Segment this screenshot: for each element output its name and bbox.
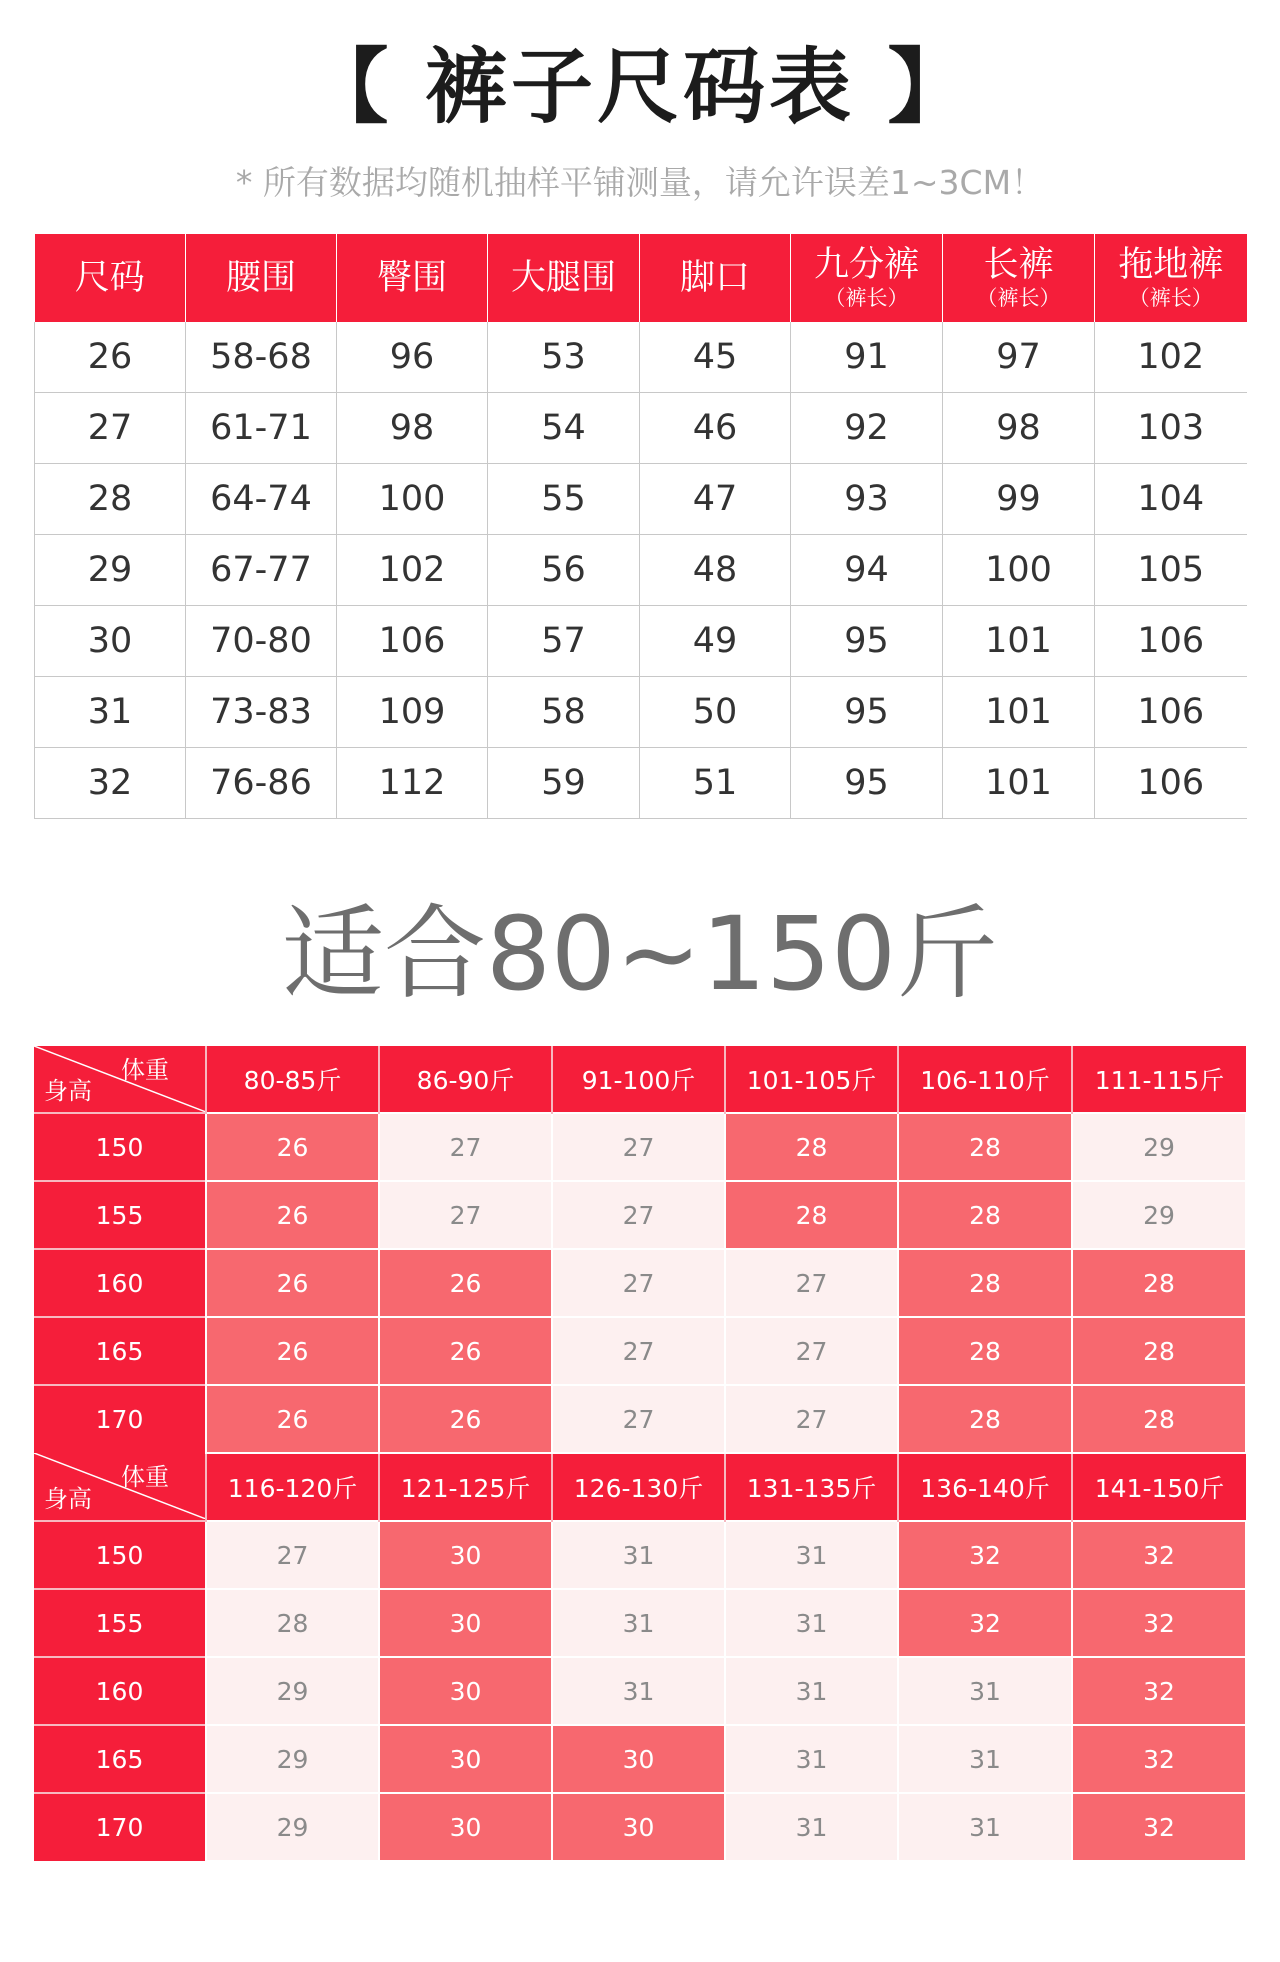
column-header-hip — [337, 234, 488, 322]
header-label: 脚口 — [679, 257, 750, 298]
table-cell: 58-68 — [186, 322, 337, 393]
size-chart-table — [34, 234, 1247, 819]
size-cell: 31 — [552, 1589, 725, 1657]
height-label: 150 — [34, 1521, 206, 1589]
header-label: 长裤 — [983, 245, 1054, 286]
table-cell: 73-83 — [186, 677, 337, 748]
table-cell: 95 — [791, 606, 943, 677]
size-cell: 31 — [898, 1657, 1072, 1725]
table-cell: 101 — [943, 677, 1095, 748]
table-cell: 70-80 — [186, 606, 337, 677]
size-table-header-row — [35, 234, 1247, 322]
column-header-leg-opening — [640, 234, 791, 322]
size-cell: 29 — [206, 1793, 379, 1861]
size-cell: 32 — [898, 1521, 1072, 1589]
table-cell: 51 — [640, 748, 791, 819]
weight-range-header: 131-135斤 — [725, 1453, 898, 1521]
size-cell: 27 — [725, 1249, 898, 1317]
header-label: 九分裤 — [813, 245, 919, 286]
size-cell: 26 — [206, 1385, 379, 1453]
size-cell: 28 — [1072, 1317, 1246, 1385]
table-cell: 61-71 — [186, 393, 337, 464]
table-row — [35, 748, 1247, 819]
corner-header-cell — [34, 1453, 206, 1521]
table-cell: 93 — [791, 464, 943, 535]
table-cell: 53 — [488, 322, 640, 393]
size-cell: 32 — [1072, 1725, 1246, 1793]
size-cell: 28 — [725, 1113, 898, 1181]
table-cell: 76-86 — [186, 748, 337, 819]
weight-range-header: 106-110斤 — [898, 1046, 1072, 1113]
size-cell: 28 — [206, 1589, 379, 1657]
size-cell: 30 — [552, 1793, 725, 1861]
size-cell: 31 — [898, 1725, 1072, 1793]
height-row — [34, 1725, 1246, 1793]
column-header-full-length — [943, 234, 1095, 322]
table-row — [35, 464, 1247, 535]
table-cell: 97 — [943, 322, 1095, 393]
height-row — [34, 1249, 1246, 1317]
table-cell: 31 — [35, 677, 186, 748]
header-label: 拖地裤 — [1118, 245, 1224, 286]
table-cell: 49 — [640, 606, 791, 677]
weight-range-header: 86-90斤 — [379, 1046, 552, 1113]
table-cell: 28 — [35, 464, 186, 535]
table-cell: 101 — [943, 606, 1095, 677]
table-cell: 100 — [943, 535, 1095, 606]
weight-range-header: 91-100斤 — [552, 1046, 725, 1113]
size-cell: 32 — [1072, 1793, 1246, 1861]
size-cell: 27 — [552, 1385, 725, 1453]
size-cell: 30 — [379, 1589, 552, 1657]
table-cell: 106 — [1095, 677, 1247, 748]
weight-grid-body — [34, 1046, 1246, 1861]
table-cell: 106 — [337, 606, 488, 677]
table-cell: 29 — [35, 535, 186, 606]
table-cell: 91 — [791, 322, 943, 393]
size-cell: 28 — [1072, 1385, 1246, 1453]
size-cell: 32 — [898, 1589, 1072, 1657]
size-cell: 31 — [552, 1521, 725, 1589]
size-cell: 29 — [206, 1657, 379, 1725]
size-cell: 31 — [725, 1657, 898, 1725]
size-cell: 31 — [552, 1657, 725, 1725]
weight-range-header: 116-120斤 — [206, 1453, 379, 1521]
height-label: 165 — [34, 1725, 206, 1793]
size-cell: 30 — [379, 1657, 552, 1725]
height-row — [34, 1657, 1246, 1725]
size-cell: 30 — [379, 1725, 552, 1793]
table-row — [35, 677, 1247, 748]
corner-weight-label: 体重 — [121, 1056, 169, 1084]
size-cell: 28 — [898, 1249, 1072, 1317]
table-cell: 30 — [35, 606, 186, 677]
size-cell: 29 — [1072, 1181, 1246, 1249]
table-cell: 104 — [1095, 464, 1247, 535]
size-cell: 27 — [552, 1113, 725, 1181]
size-cell: 26 — [206, 1317, 379, 1385]
header-label: 尺码 — [74, 257, 145, 298]
table-row — [35, 393, 1247, 464]
size-cell: 27 — [379, 1113, 552, 1181]
table-cell: 32 — [35, 748, 186, 819]
table-cell: 106 — [1095, 748, 1247, 819]
size-cell: 28 — [725, 1181, 898, 1249]
weight-range-header: 80-85斤 — [206, 1046, 379, 1113]
size-cell: 29 — [206, 1725, 379, 1793]
table-cell: 103 — [1095, 393, 1247, 464]
table-cell: 56 — [488, 535, 640, 606]
size-cell: 26 — [206, 1113, 379, 1181]
size-cell: 26 — [206, 1181, 379, 1249]
corner-header-cell — [34, 1046, 206, 1113]
table-cell: 101 — [943, 748, 1095, 819]
weight-range-header: 136-140斤 — [898, 1453, 1072, 1521]
corner-height-label: 身高 — [44, 1485, 92, 1513]
size-cell: 26 — [206, 1249, 379, 1317]
table-cell: 106 — [1095, 606, 1247, 677]
column-header-floor-length — [1095, 234, 1247, 322]
weight-range-header: 101-105斤 — [725, 1046, 898, 1113]
size-cell: 26 — [379, 1249, 552, 1317]
table-cell: 100 — [337, 464, 488, 535]
size-cell: 32 — [1072, 1521, 1246, 1589]
height-row — [34, 1521, 1246, 1589]
height-label: 155 — [34, 1589, 206, 1657]
height-row — [34, 1385, 1246, 1453]
size-cell: 31 — [725, 1589, 898, 1657]
size-cell: 26 — [379, 1385, 552, 1453]
table-cell: 102 — [1095, 322, 1247, 393]
table-cell: 47 — [640, 464, 791, 535]
table-cell: 109 — [337, 677, 488, 748]
size-cell: 30 — [379, 1521, 552, 1589]
size-cell: 27 — [725, 1385, 898, 1453]
weight-header-row — [34, 1046, 1246, 1113]
corner-height-label: 身高 — [44, 1077, 92, 1105]
fit-range-heading: 适合80~150斤 — [282, 895, 998, 1014]
size-cell: 32 — [1072, 1657, 1246, 1725]
table-cell: 59 — [488, 748, 640, 819]
table-cell: 45 — [640, 322, 791, 393]
table-cell: 99 — [943, 464, 1095, 535]
height-label: 160 — [34, 1657, 206, 1725]
table-cell: 98 — [337, 393, 488, 464]
size-cell: 28 — [898, 1113, 1072, 1181]
table-cell: 58 — [488, 677, 640, 748]
weight-range-header: 126-130斤 — [552, 1453, 725, 1521]
size-cell: 27 — [379, 1181, 552, 1249]
weight-header-row — [34, 1453, 1246, 1521]
table-cell: 94 — [791, 535, 943, 606]
size-cell: 27 — [552, 1181, 725, 1249]
table-cell: 95 — [791, 748, 943, 819]
size-cell: 26 — [379, 1317, 552, 1385]
column-header-thigh — [488, 234, 640, 322]
size-cell: 29 — [1072, 1113, 1246, 1181]
height-label: 155 — [34, 1181, 206, 1249]
height-weight-size-grid — [34, 1046, 1247, 1862]
size-cell: 28 — [1072, 1249, 1246, 1317]
table-cell: 27 — [35, 393, 186, 464]
size-cell: 28 — [898, 1317, 1072, 1385]
height-label: 150 — [34, 1113, 206, 1181]
header-label: 臀围 — [376, 257, 447, 298]
table-cell: 67-77 — [186, 535, 337, 606]
size-cell: 31 — [725, 1521, 898, 1589]
header-sublabel: （裤长） — [824, 285, 909, 310]
size-cell: 30 — [379, 1793, 552, 1861]
size-cell: 27 — [206, 1521, 379, 1589]
table-cell: 95 — [791, 677, 943, 748]
size-cell: 31 — [725, 1725, 898, 1793]
weight-range-header: 121-125斤 — [379, 1453, 552, 1521]
table-cell: 92 — [791, 393, 943, 464]
table-cell: 112 — [337, 748, 488, 819]
height-row — [34, 1181, 1246, 1249]
table-cell: 98 — [943, 393, 1095, 464]
corner-weight-label: 体重 — [121, 1463, 169, 1491]
header-sublabel: （裤长） — [976, 285, 1061, 310]
header-label: 大腿围 — [510, 257, 616, 298]
weight-range-header: 111-115斤 — [1072, 1046, 1246, 1113]
table-cell: 57 — [488, 606, 640, 677]
table-cell: 102 — [337, 535, 488, 606]
height-row — [34, 1113, 1246, 1181]
size-cell: 28 — [898, 1181, 1072, 1249]
size-cell: 27 — [552, 1249, 725, 1317]
table-cell: 105 — [1095, 535, 1247, 606]
header-sublabel: （裤长） — [1128, 285, 1213, 310]
size-cell: 31 — [898, 1793, 1072, 1861]
height-label: 165 — [34, 1317, 206, 1385]
header-label: 腰围 — [225, 257, 296, 298]
size-cell: 27 — [725, 1317, 898, 1385]
table-row — [35, 322, 1247, 393]
size-cell: 27 — [552, 1317, 725, 1385]
column-header-waist — [186, 234, 337, 322]
table-cell: 55 — [488, 464, 640, 535]
table-cell: 96 — [337, 322, 488, 393]
page-title: 【 裤子尺码表 】 — [306, 40, 974, 135]
table-cell: 48 — [640, 535, 791, 606]
height-row — [34, 1589, 1246, 1657]
height-row — [34, 1317, 1246, 1385]
column-header-cropped-length — [791, 234, 943, 322]
size-cell: 28 — [898, 1385, 1072, 1453]
size-cell: 30 — [552, 1725, 725, 1793]
size-cell: 31 — [725, 1793, 898, 1861]
height-label: 160 — [34, 1249, 206, 1317]
table-cell: 26 — [35, 322, 186, 393]
height-row — [34, 1793, 1246, 1861]
column-header-size — [35, 234, 186, 322]
size-table-body — [35, 322, 1247, 819]
height-label: 170 — [34, 1385, 206, 1453]
table-cell: 50 — [640, 677, 791, 748]
table-row — [35, 606, 1247, 677]
table-cell: 64-74 — [186, 464, 337, 535]
size-cell: 32 — [1072, 1589, 1246, 1657]
table-cell: 46 — [640, 393, 791, 464]
weight-range-header: 141-150斤 — [1072, 1453, 1246, 1521]
table-cell: 54 — [488, 393, 640, 464]
table-row — [35, 535, 1247, 606]
measurement-note: * 所有数据均随机抽样平铺测量，请允许误差1~3CM！ — [235, 163, 1045, 202]
height-label: 170 — [34, 1793, 206, 1861]
